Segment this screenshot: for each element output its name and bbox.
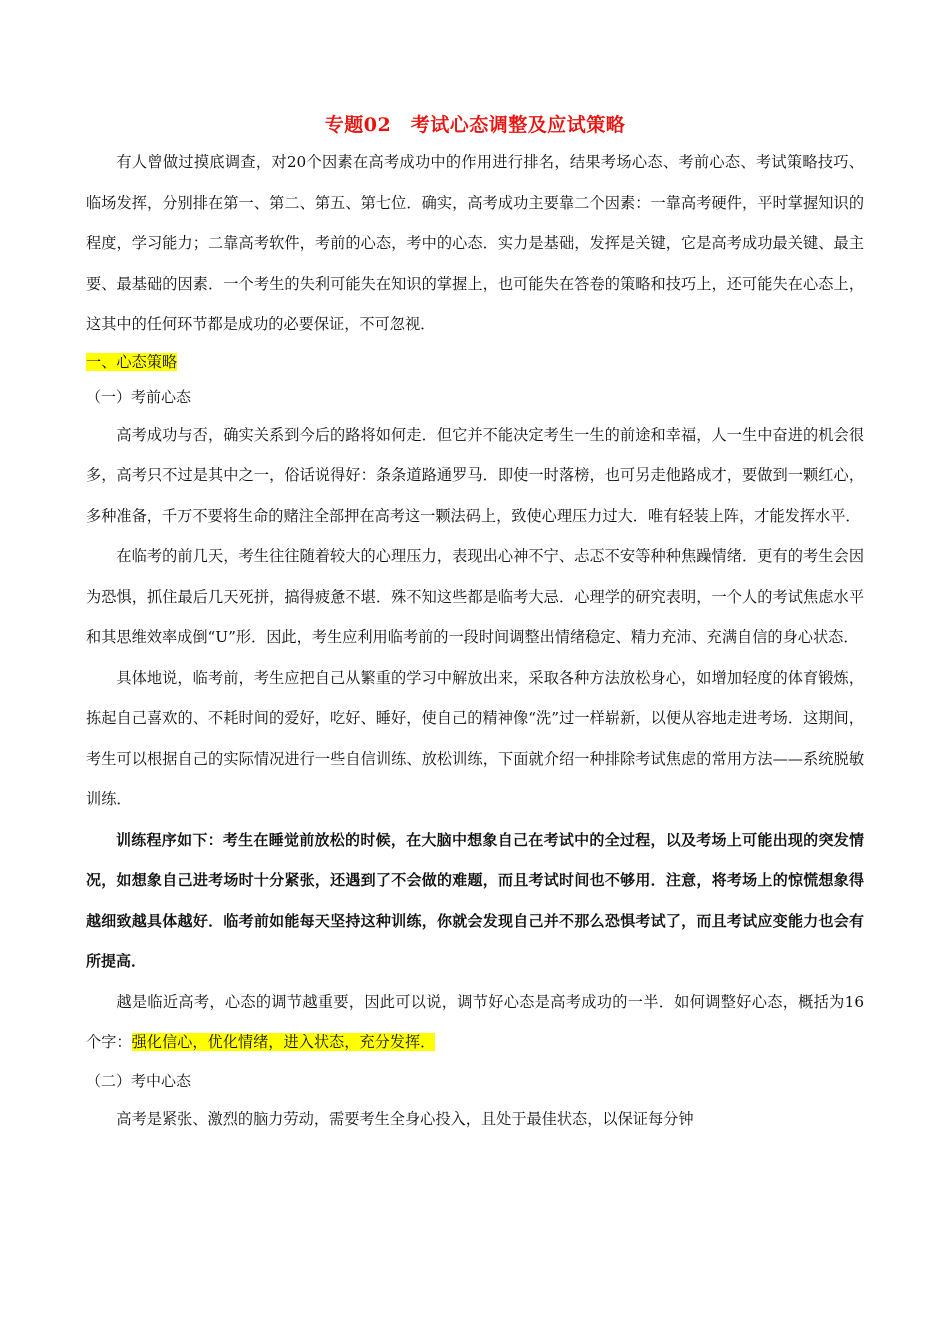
document-page — [86, 110, 864, 1139]
highlighted-sixteen-characters: 强化信心，优化情绪，进入状态，充分发挥． — [131, 1033, 436, 1051]
subsection-heading-in-exam: （二）考中心态 — [86, 1071, 192, 1090]
paragraph-training-procedure: 训练程序如下：考生在睡觉前放松的时候，在大脑中想象自己在考试中的全过程，以及考场上可能出现的突发情况，如想象自己进考场时十分紧张，还遇到了不会做的难题，而且考试时间也不够用．注意，将考场上的惊慌想象得越细致越具体越好．临考前如能每天坚持这种训练，你就会发现自己并不那么恐惧考试了，而且考试应变能力也会有所提高． — [86, 830, 864, 970]
section-heading-text: 一、心态策略 — [86, 352, 178, 371]
paragraph-pre-exam-3: 具体地说，临考前，考生应把自己从繁重的学习中解放出来，采取各种方法放松身心，如增加轻度的体育锻炼，拣起自己喜欢的、不耗时间的爱好，吃好、睡好，使自己的精神像“洗”过一样崭新，以便从容地走进考场．这期间，考生可以根据自己的实际情况进行一些自信训练、放松训练，下面就介绍一种排除考试焦虑的常用方法——系统脱敏训练． — [86, 668, 864, 808]
paragraph-in-exam-1: 高考是紧张、激烈的脑力劳动，需要考生全身心投入，且处于最佳状态，以保证每分钟 — [116, 1109, 694, 1128]
intro-paragraph: 有人曾做过摸底调查，对20个因素在高考成功中的作用进行排名，结果考场心态、考前心态、考试策略技巧、临场发挥，分别排在第一、第二、第五、第七位．确实，高考成功主要靠二个因素：一靠高考硬件，平时掌握知识的程度，学习能力；二靠高考软件，考前的心态，考中的心态．实力是基础，发挥是关键，它是高考成功最关键、最主要、最基础的因素．一个考生的失利可能失在知识的掌握上，也可能失在答卷的策略和技巧上，还可能失在心态上，这其中的任何环节都是成功的必要保证，不可忽视． — [86, 153, 864, 333]
paragraph-summary — [86, 982, 864, 1063]
paragraph-pre-exam-2: 在临考的前几天，考生往往随着较大的心理压力，表现出心神不宁、忐忑不安等种种焦躁情绪．更有的考生会因为恐惧，抓住最后几天死拼，搞得疲惫不堪．殊不知这些都是临考大忌．心理学的研究表明，一个人的考试焦虑水平和其思维效率成倒“U”形．因此，考生应利用临考前的一段时间调整出情绪稳定、精力充沛、充满自信的身心状态． — [86, 547, 864, 646]
document-title: 专题02 考试心态调整及应试策略 — [324, 114, 626, 136]
section-heading-mindset-strategy — [86, 345, 864, 379]
paragraph-summary-text: 越是临近高考，心态的调节越重要，因此可以说，调节好心态是高考成功的一半．如何调整好心态，概括为16个字： — [86, 992, 864, 1051]
subsection-heading-pre-exam: （一）考前心态 — [86, 387, 192, 406]
paragraph-pre-exam-1: 高考成功与否，确实关系到今后的路将如何走．但它并不能决定考生一生的前途和幸福，人一生中奋进的机会很多，高考只不过是其中之一，俗话说得好：条条道路通罗马．即使一时落榜，也可另走他路成才，要做到一颗红心，多种准备，千万不要将生命的赌注全部押在高考这一颗法码上，致使心理压力过大．唯有轻装上阵，才能发挥水平． — [86, 425, 864, 525]
